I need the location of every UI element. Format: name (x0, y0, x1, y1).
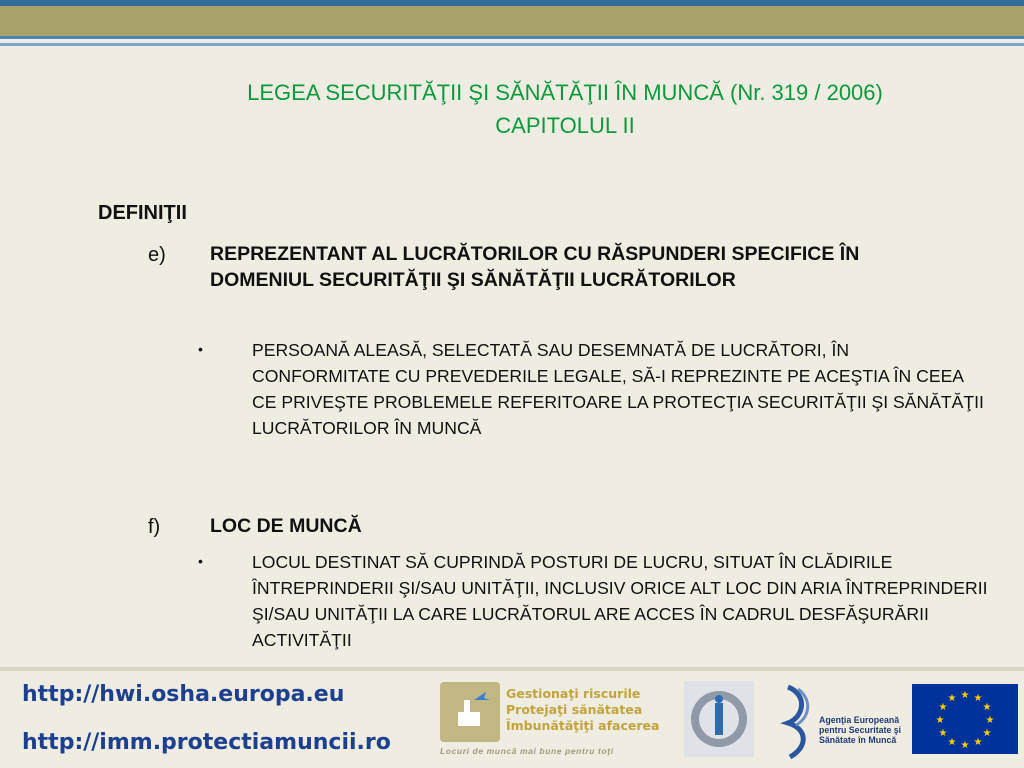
item-heading-f: LOC DE MUNCĂ (210, 515, 362, 537)
svg-text:★: ★ (985, 715, 995, 726)
section-title: DEFINIŢII (98, 202, 187, 224)
slide-title-line2: CAPITOLUL II (495, 113, 635, 138)
eu-flag-icon (912, 684, 1018, 754)
hand-pointer-logo (440, 682, 500, 742)
slide-title (140, 76, 990, 142)
agency-name (819, 715, 901, 745)
svg-text:★: ★ (960, 740, 970, 751)
svg-text:★: ★ (960, 690, 970, 701)
agency-line3: Sănătate în Muncă (819, 735, 897, 745)
campaign-slogan (506, 686, 666, 734)
footer-divider (0, 667, 1024, 671)
campaign-line3: Îmbunătăţiţi afacerea (506, 718, 660, 733)
campaign-line1: Gestionaţi riscurile (506, 686, 641, 701)
svg-text:★: ★ (982, 702, 992, 713)
top-olive-band (0, 6, 1024, 36)
top-divider-line (0, 43, 1024, 46)
bullet-text-e: PERSOANĂ ALEASĂ, SELECTATĂ SAU DESEMNATĂ DE LUCRĂTORI, ÎN CONFORMITATE CU PREVEDERILE LEGALE, SĂ-I REPREZINTE PE ACEŞTIA ÎN CEEA CE PRIVEŞTE PROBLEMELE REFERITOARE LA PROTECŢIA SECURITĂŢII ŞI SĂNĂTĂŢII LUCRĂTORILOR ÎN MUNCĂ (252, 340, 984, 438)
svg-text:★: ★ (938, 728, 948, 739)
svg-text:★: ★ (935, 715, 945, 726)
url-osha-link[interactable]: http://hwi.osha.europa.eu (22, 682, 345, 707)
bullet-text-f: LOCUL DESTINAT SĂ CUPRINDĂ POSTURI DE LUCRU, SITUAT ÎN CLĂDIRILE ÎNTREPRINDERII ŞI/SAU UNITĂŢII, INCLUSIV ORICE ALT LOC DIN ARIA ÎNTREPRINDERII ŞI/SAU UNITĂŢII LA CARE LUCRĂTORUL ARE ACCES ÎN CADRUL DESFĂŞURĂRII ACTIVITĂŢII (252, 552, 988, 650)
eu-stars-icon (912, 684, 1018, 754)
svg-text:★: ★ (938, 702, 948, 713)
top-blue-stripe (0, 36, 1024, 39)
svg-text:★: ★ (947, 693, 957, 704)
svg-text:★: ★ (973, 737, 983, 748)
hand-pointer-icon (440, 682, 500, 742)
campaign-line2: Protejaţi sănătatea (506, 702, 643, 717)
svg-text:★: ★ (947, 737, 957, 748)
bullet-dot-e: • (198, 341, 203, 357)
svg-text:★: ★ (982, 728, 992, 739)
safety-circle-icon (684, 681, 754, 757)
campaign-subtitle: Locuri de muncă mai bune pentru toţi (440, 746, 614, 756)
agency-swirl-icon (778, 681, 818, 761)
item-letter-f: f) (148, 516, 161, 538)
bullet-dot-f: • (198, 553, 203, 569)
safety-circle-logo (684, 681, 754, 757)
url-protectiamuncii-link[interactable]: http://imm.protectiamuncii.ro (22, 730, 391, 755)
item-heading-e: REPREZENTANT AL LUCRĂTORILOR CU RĂSPUNDERI SPECIFICE ÎN DOMENIUL SECURITĂŢII ŞI SĂNĂTĂŢII LUCRĂTORILOR (210, 243, 860, 291)
agency-line1: Agenţia Europeană (819, 715, 900, 725)
agency-line2: pentru Securitate şi (819, 725, 902, 735)
slide-title-line1: LEGEA SECURITĂŢII ŞI SĂNĂTĂŢII ÎN MUNCĂ (Nr. 319 / 2006) (247, 80, 883, 105)
item-letter-e: e) (148, 244, 166, 266)
svg-text:★: ★ (973, 693, 983, 704)
